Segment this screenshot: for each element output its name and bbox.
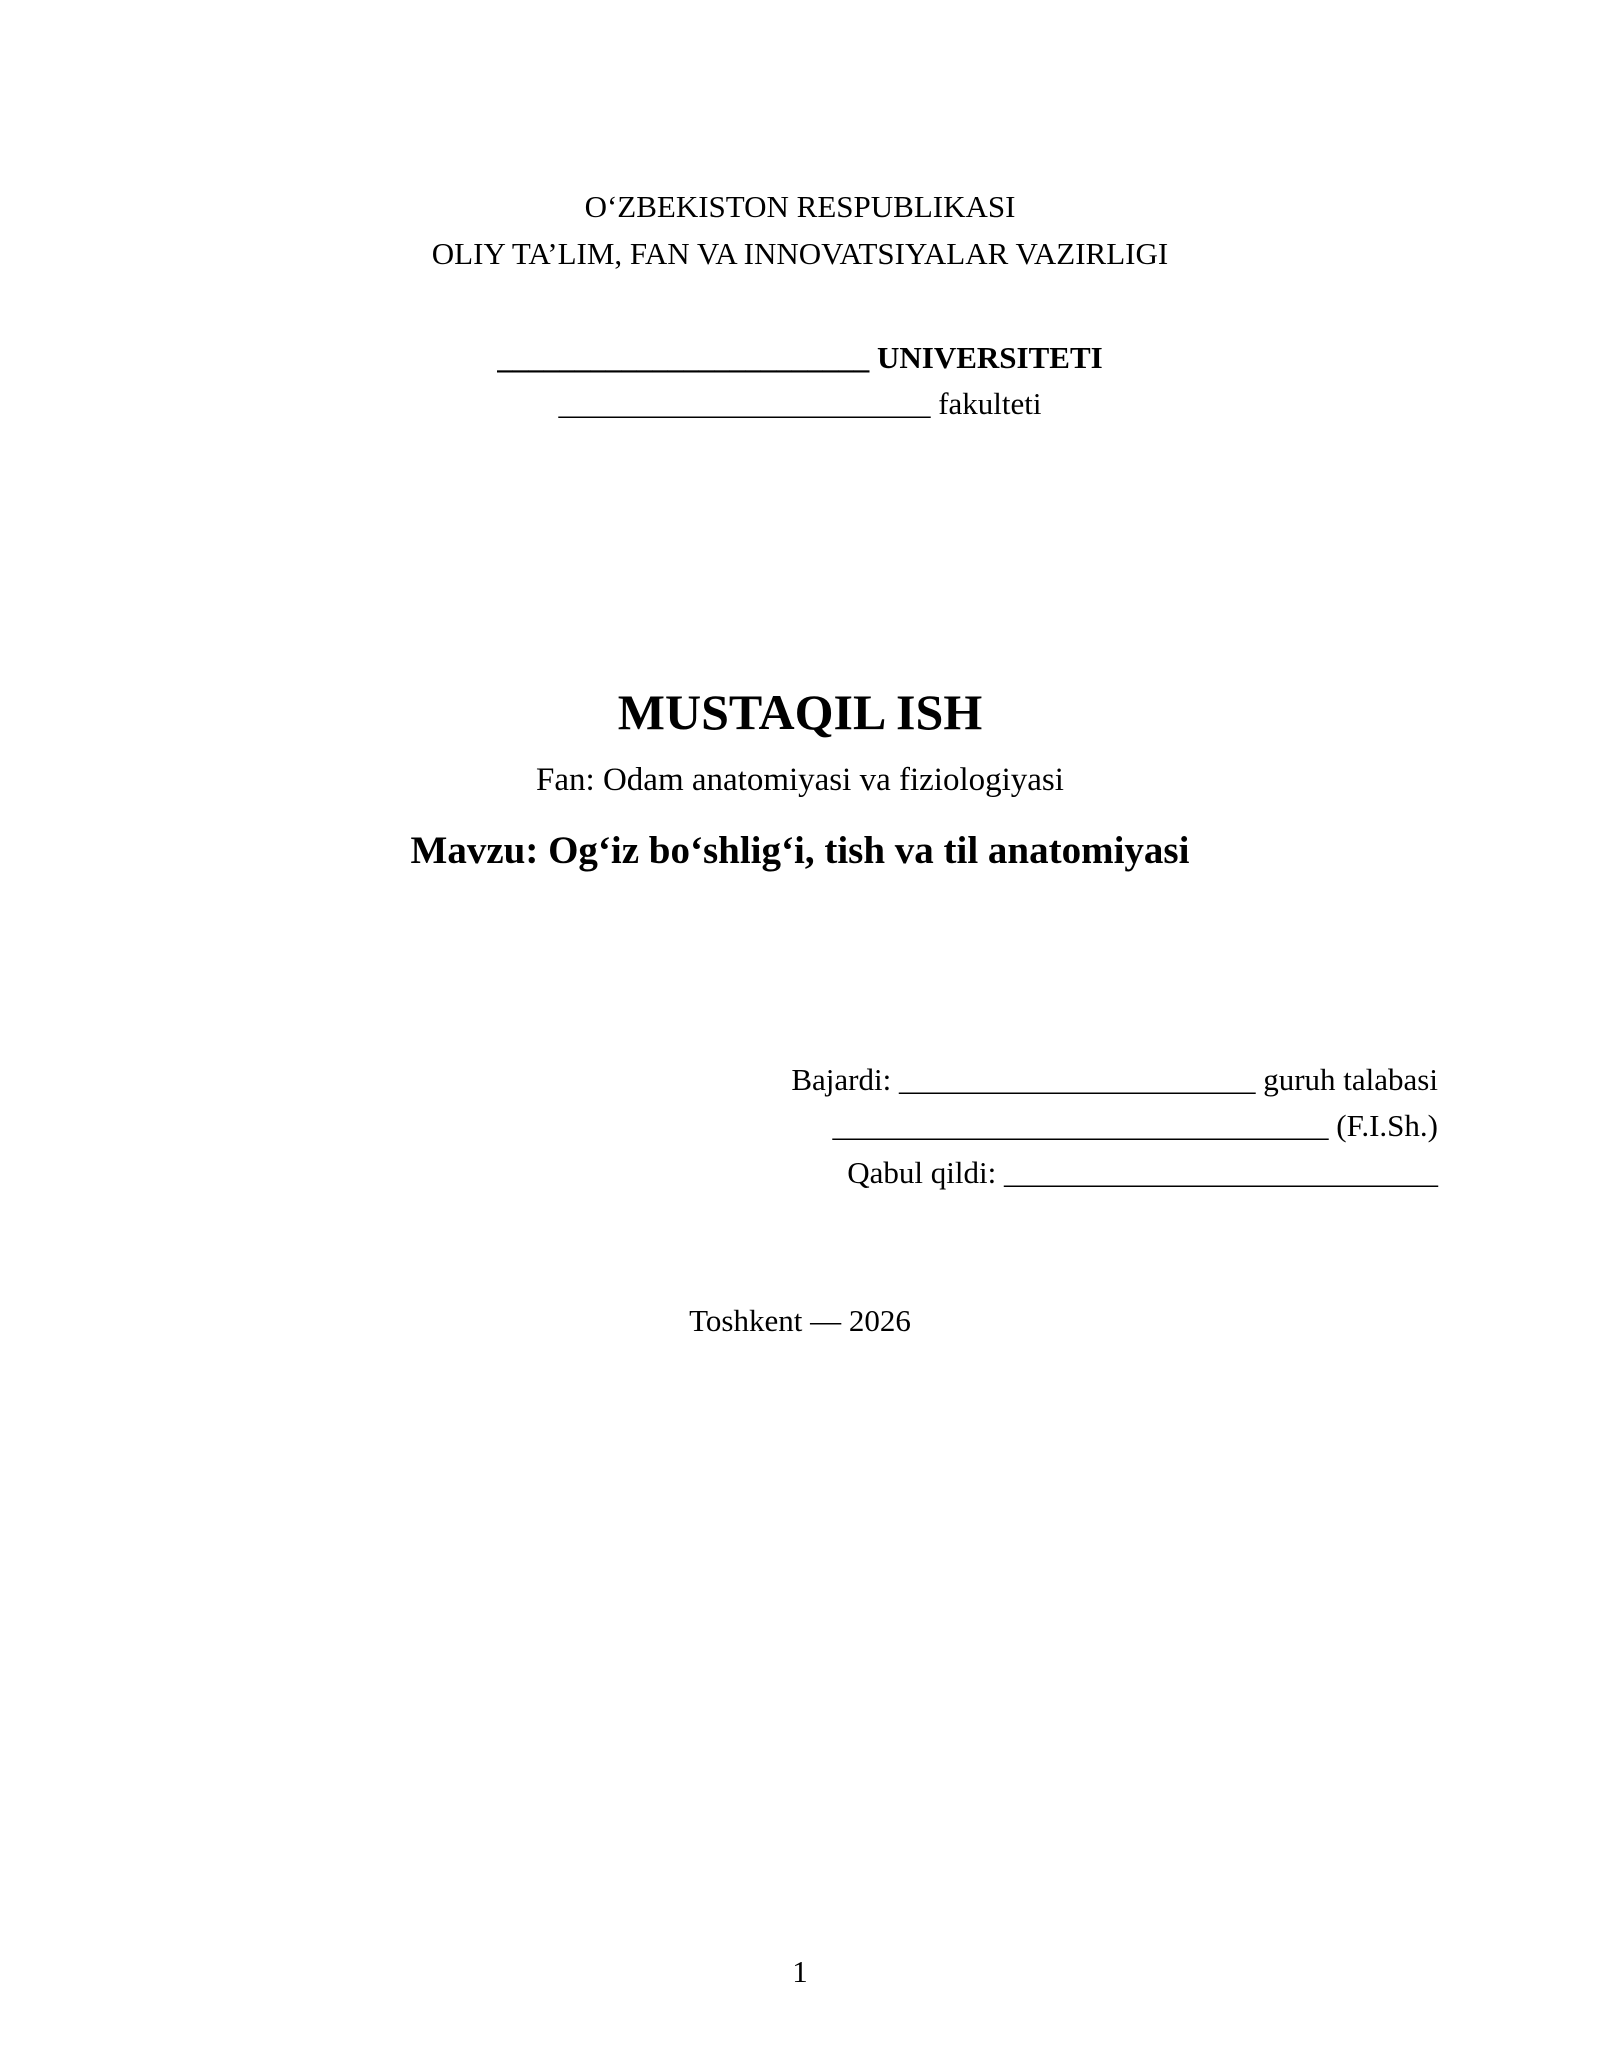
document-title: MUSTAQIL ISH	[617, 684, 983, 740]
accepted-by-line: Qabul qildi: ____________________________	[847, 1155, 1438, 1190]
country-heading: O‘ZBEKISTON RESPUBLIKASI	[584, 189, 1016, 224]
topic-line: Mavzu: Og‘iz bo‘shlig‘i, tish va til anatomiyasi	[410, 829, 1190, 872]
ministry-heading: OLIY TA’LIM, FAN VA INNOVATSIYALAR VAZIRLIGI	[431, 236, 1169, 271]
faculty-line: ________________________ fakulteti	[558, 386, 1042, 421]
performed-by-line: Bajardi: _______________________ guruh talabasi	[791, 1062, 1438, 1097]
page-number: 1	[792, 1954, 808, 1989]
city-year: Toshkent — 2026	[689, 1303, 911, 1338]
subject-line: Fan: Odam anatomiyasi va fiziologiyasi	[536, 762, 1064, 798]
university-line: ________________________ UNIVERSITETI	[497, 340, 1103, 375]
full-name-line: ________________________________ (F.I.Sh.)	[832, 1108, 1438, 1143]
